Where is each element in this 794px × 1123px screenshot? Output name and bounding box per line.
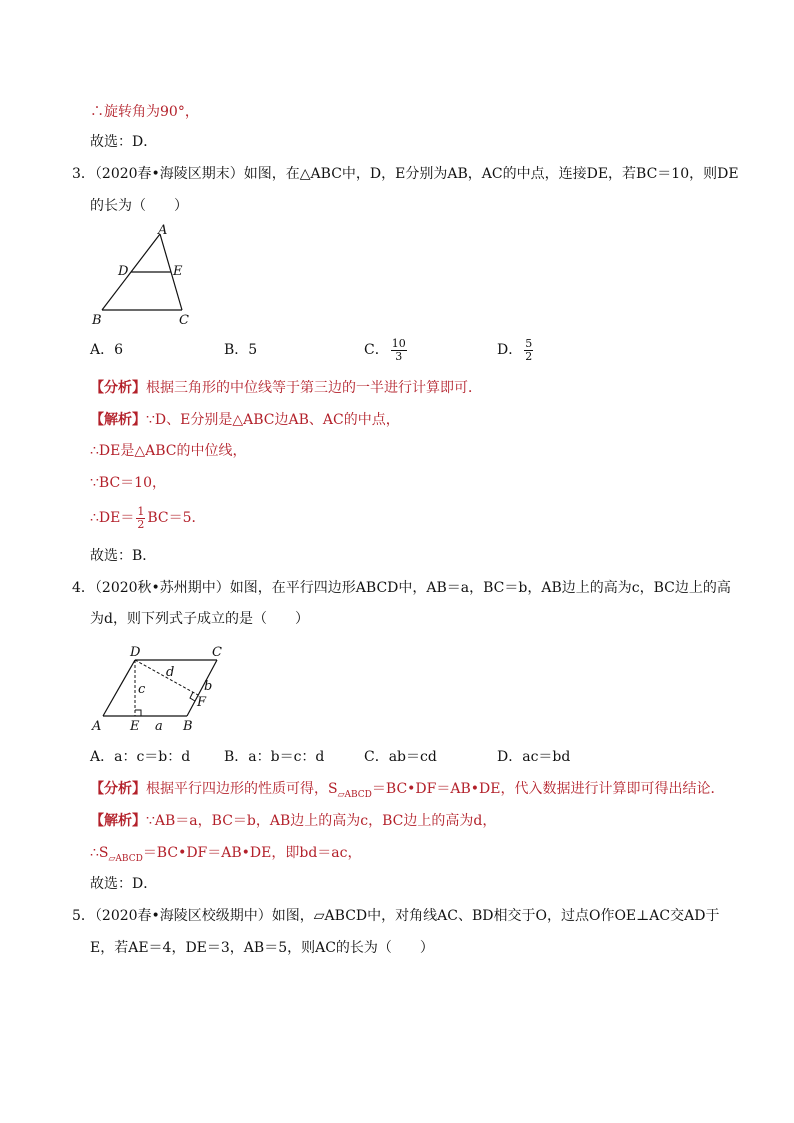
q3-solution-4-prefix: ∴DE＝ <box>90 510 135 526</box>
q4-label-b-length: b <box>204 679 213 694</box>
q3-option-d-fraction <box>524 338 533 363</box>
q4-solution-tag: 【解析】 <box>90 813 146 829</box>
q3-solution-4-num: 1 <box>137 504 145 518</box>
q4-label-a-length: a <box>155 719 163 734</box>
q4-label-b: B <box>183 719 193 734</box>
q3-solution-4-suffix: BC＝5． <box>147 510 206 526</box>
q3-analysis <box>90 378 482 398</box>
q4-stem-line2: 为d，则下列式子成立的是（ ） <box>90 611 309 627</box>
prev-rotation-angle: ∴旋转角为90°， <box>90 104 199 120</box>
q4-solution-2-post: ＝BC•DF＝AB•DE，即bd＝ac， <box>142 845 362 861</box>
q3-choose: 故选：B． <box>90 548 157 564</box>
q4-option-b[interactable]: B．a：b＝c：d <box>224 749 325 765</box>
q3-solution-4-den: 2 <box>137 517 145 531</box>
q4-label-d-length: d <box>166 665 175 680</box>
q4-side-da <box>103 660 135 716</box>
q4-solution-2-sub: ▱ABCD <box>108 853 143 864</box>
q3-triangle-figure <box>88 222 208 330</box>
q3-solution-tag: 【解析】 <box>90 412 146 428</box>
q4-analysis-tag: 【分析】 <box>90 781 146 797</box>
q3-solution-1 <box>90 410 400 430</box>
q4-solution-1-text: ∵AB＝a，BC＝b，AB边上的高为c，BC边上的高为d， <box>146 813 497 829</box>
q5-stem-line1: 5．（2020春•海陵区校级期中）如图，▱ABCD中，对角线AC、BD相交于O，过点O作OE⊥AC交AD于 <box>72 908 720 924</box>
q3-stem-line2: 的长为（ ） <box>90 198 188 214</box>
q3-option-c-num: 10 <box>391 336 406 350</box>
q3-solution-2: ∴DE是△ABC的中位线， <box>90 443 247 459</box>
q3-option-c-prefix: C． <box>364 342 389 358</box>
q4-right-angle-e <box>135 710 141 716</box>
q3-solution-1-text: ∵D、E分别是△ABC边AB、AC的中点， <box>146 412 400 428</box>
q4-label-a: A <box>92 719 102 734</box>
q3-solution-4-fraction <box>136 506 145 531</box>
q4-option-a[interactable]: A．a：c＝b：d <box>90 749 191 765</box>
q3-option-b[interactable]: B．5 <box>224 342 258 358</box>
q3-option-a[interactable]: A．6 <box>90 342 124 358</box>
q4-label-f: F <box>197 695 207 710</box>
q3-analysis-text: 根据三角形的中位线等于第三边的一半进行计算即可． <box>146 380 482 396</box>
q3-label-e: E <box>173 264 183 279</box>
q3-option-d[interactable] <box>497 330 535 370</box>
q4-option-d[interactable]: D．ac＝bd <box>497 749 571 765</box>
q4-label-e: E <box>130 719 140 734</box>
q3-option-c-den: 3 <box>395 349 403 363</box>
q4-choose: 故选：D． <box>90 876 158 892</box>
q4-parallelogram-figure <box>88 640 238 736</box>
q3-stem-line1: 3．（2020春•海陵区期末）如图，在△ABC中，D，E分别为AB，AC的中点，连接DE，若BC＝10，则DE <box>72 166 739 182</box>
q3-option-d-den: 2 <box>525 349 533 363</box>
q4-stem-line1: 4．（2020秋•苏州期中）如图，在平行四边形ABCD中，AB＝a，BC＝b，AB边上的高为c，BC边上的高 <box>72 580 731 596</box>
q3-option-c-fraction <box>391 338 407 363</box>
q3-analysis-tag: 【分析】 <box>90 380 146 396</box>
q3-option-c[interactable] <box>364 330 409 370</box>
q3-solution-4 <box>90 498 206 538</box>
q3-option-d-prefix: D． <box>497 342 523 358</box>
q4-solution-2-pre: ∴S <box>90 845 109 861</box>
q5-stem-line2: E，若AE＝4，DE＝3，AB＝5，则AC的长为（ ） <box>90 940 434 956</box>
prev-choose: 故选：D． <box>90 134 158 150</box>
q4-option-c[interactable]: C．ab＝cd <box>364 749 437 765</box>
q3-label-b: B <box>92 313 102 328</box>
q4-solution-2 <box>90 843 361 869</box>
q4-analysis-post: ＝BC•DF＝AB•DE，代入数据进行计算即可得出结论． <box>371 781 725 797</box>
q4-analysis <box>90 779 724 805</box>
q3-label-d: D <box>118 264 129 279</box>
q3-option-d-num: 5 <box>525 336 533 350</box>
q4-analysis-sub: ▱ABCD <box>337 789 372 800</box>
q4-analysis-pre: 根据平行四边形的性质可得， <box>146 781 328 797</box>
q4-label-d: D <box>130 645 141 660</box>
q4-solution-1 <box>90 811 496 831</box>
q4-label-c-length: c <box>138 682 146 697</box>
q3-solution-3: ∵BC＝10， <box>90 475 166 491</box>
q4-analysis-s: S <box>328 781 338 797</box>
q3-label-a: A <box>158 223 168 238</box>
q4-label-c: C <box>212 645 222 660</box>
q3-label-c: C <box>179 313 189 328</box>
